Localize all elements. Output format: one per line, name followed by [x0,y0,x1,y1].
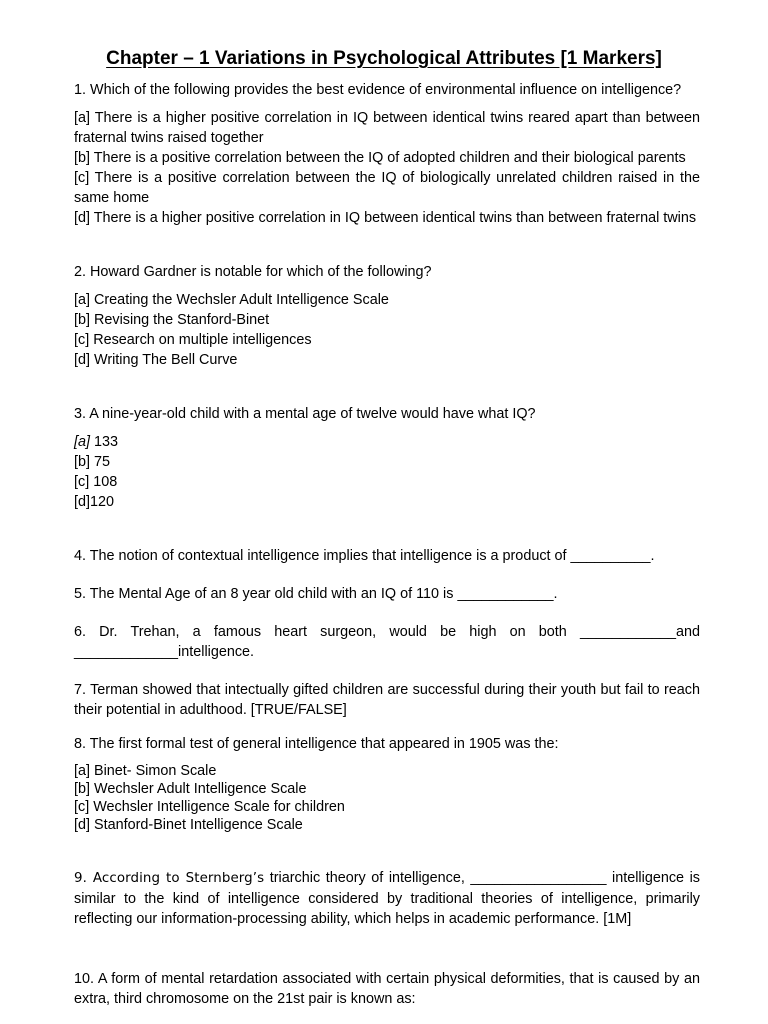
option-8a: [a] Binet- Simon Scale [74,763,217,779]
option-1a: [a] There is a higher positive correlation in IQ between identical twins reared apart than between fraternal twins raised together [74,110,700,146]
option-1b: [b] There is a positive correlation between the IQ of adopted children and their biological parents [74,150,686,166]
question-2-options [74,290,700,370]
option-3a-value: 133 [90,434,119,450]
option-2d: [d] Writing The Bell Curve [74,352,238,368]
option-2b: [b] Revising the Stanford-Binet [74,312,270,328]
question-4: 4. The notion of contextual intelligence implies that intelligence is a product of __________. [74,548,655,564]
question-list [74,80,700,1017]
question-8: 8. The first formal test of general intelligence that appeared in 1905 was the: [74,736,559,752]
question-1: 1. Which of the following provides the best evidence of environmental influence on intelligence? [74,82,682,98]
option-8d: [d] Stanford-Binet Intelligence Scale [74,817,303,833]
chapter-title: Chapter – 1 Variations in Psychological Attributes [1 Markers] [106,48,662,69]
option-3d: [d]120 [74,494,115,510]
question-10: 10. A form of mental retardation associated with certain physical deformities, that is caused by an extra, third chromosome on the 21st pair is known as: [74,971,700,1007]
question-7: 7. Terman showed that intectually gifted children are successful during their youth but fail to reach their potential in adulthood. [TRUE/FALSE] [74,682,700,718]
question-2: 2. Howard Gardner is notable for which of the following? [74,264,432,280]
option-2c: [c] Research on multiple intelligences [74,332,312,348]
option-1d: [d] There is a higher positive correlation in IQ between identical twins than between fraternal twins [74,210,697,226]
option-3b: [b] 75 [74,454,111,470]
option-8c: [c] Wechsler Intelligence Scale for children [74,799,345,815]
question-5: 5. The Mental Age of an 8 year old child with an IQ of 110 is ____________. [74,586,558,602]
option-2a: [a] Creating the Wechsler Adult Intelligence Scale [74,292,389,308]
question-6: 6. Dr. Trehan, a famous heart surgeon, would be high on both ____________and _____________intelligence. [74,624,700,660]
question-8-options [74,762,700,834]
option-1c: [c] There is a positive correlation between the IQ of biologically unrelated children raised in the same home [74,170,700,206]
question-3: 3. A nine-year-old child with a mental age of twelve would have what IQ? [74,406,536,422]
option-3a [74,432,700,452]
question-3-options [74,432,700,512]
question-9-text: triarchic theory of intelligence, _________________ intelligence is similar to the kind of intelligence considered by traditional theories of intelligence, primarily reflecting our information-processing ability, which helps in academic performance. [1M] [74,870,700,927]
question-1-options [74,108,700,228]
option-3c: [c] 108 [74,474,118,490]
option-8b: [b] Wechsler Adult Intelligence Scale [74,781,307,797]
question-9-lead: 9. According to Sternberg’s [74,871,265,886]
option-3a-label: [a] [74,434,90,450]
question-9 [74,868,700,929]
